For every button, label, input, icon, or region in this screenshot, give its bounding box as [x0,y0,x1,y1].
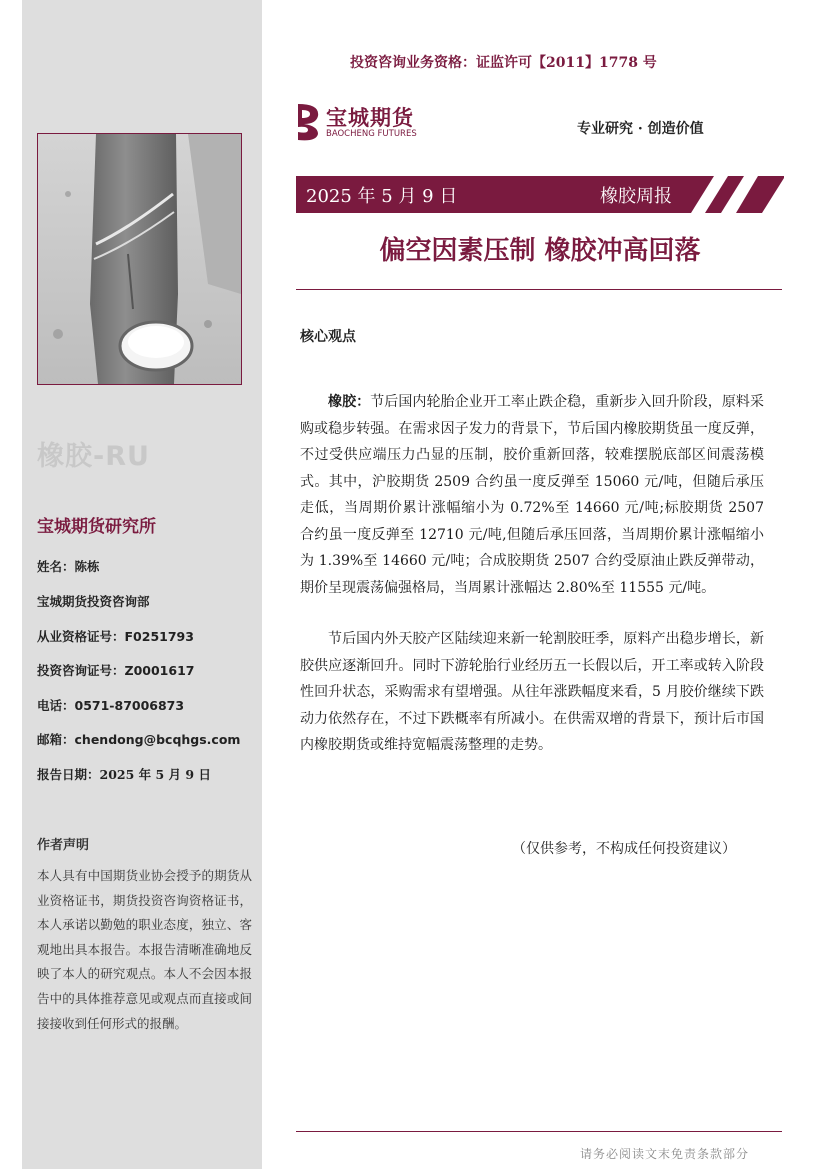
qualification-no: 从业资格证号：F0251793 [37,629,194,644]
section-title: 核心观点 [300,329,356,345]
paragraph-lead: 橡胶： [328,394,371,410]
divider-top [296,289,782,290]
phone: 电话：0571-87006873 [37,698,185,713]
logo-en-text: BAOCHENG FUTURES [326,129,417,139]
divider-bottom [296,1131,782,1132]
headline: 偏空因素压制 橡胶冲高回落 [379,236,701,266]
declaration-body: 本人具有中国期货业协会授予的期货从业资格证书，期货投资咨询资格证书，本人承诺以勤勉的职业态度，独立、客观地出具本报告。本报告清晰准确地反映了本人的研究观点。本人不会因本报告中的具体推荐意见或观点而直接或间接接收到任何形式的报酬。 [37,868,252,1031]
logo-mark-icon [292,102,324,142]
declaration-title: 作者声明 [37,838,90,853]
email[interactable]: 邮箱：chendong@bcqhgs.com [37,732,241,747]
department: 宝城期货投资咨询部 [37,594,150,609]
paragraph-1: 橡胶：节后国内轮胎企业开工率止跌企稳，重新步入回升阶段，原料采购或稳步转强。在需求因子发力的背景下，节后国内橡胶期货虽一度反弹，不过受供应端压力凸显的压制，胶价重新回落，较难摆脱底部区间震荡模式。其中，沪胶期货 2509 合约虽一度反弹至 15060 元/吨，但随后承压走低，当周期价累计涨幅缩小为 0.72%至 14660 元/吨;标胶期货 2507 合约虽一度反弹至 12710 元/吨,但随后承压回落，当周期价累计涨幅缩小为 1.39%至 14660 元/吨；合成胶期货 2507 合约受原油止跌反弹带动，期价呈现震荡偏强格局，当周累计涨幅达 2.80%至 11555 元/吨。 [300,394,765,596]
institute-name: 宝城期货研究所 [37,517,156,537]
report-date: 报告日期：2025 年 5 月 9 日 [37,767,211,782]
rubber-tree-photo [37,133,242,385]
banner-date: 2025 年 5 月 9 日 [306,186,458,207]
company-logo [292,100,452,146]
report-type: 橡胶周报 [600,186,672,207]
analyst-name: 姓名：陈栋 [37,559,100,574]
slogan: 专业研究 · 创造价值 [577,121,704,137]
footer-note: 请务必阅读文末免责条款部分 [580,1147,750,1161]
disclaimer: （仅供参考，不构成任何投资建议） [512,841,736,857]
consulting-no: 投资咨询证号：Z0001617 [37,663,195,678]
license-text: 投资咨询业务资格：证监许可【2011】1778 号 [350,55,657,71]
paragraph-2: 节后国内外天胶产区陆续迎来新一轮割胶旺季，原料产出稳步增长，新胶供应逐渐回升。同时下游轮胎行业经历五一长假以后，开工率或转入阶段性回升状态，采购需求有望增强。从往年涨跌幅度来看，5 月胶价继续下跌动力依然存在，不过下跌概率有所减小。在供需双增的背景下，预计后市国内橡胶期货或维持宽幅震荡整理的走势。 [300,631,764,753]
logo-cn-text: 宝城期货 [326,106,414,130]
product-label: 橡胶-RU [37,441,150,472]
